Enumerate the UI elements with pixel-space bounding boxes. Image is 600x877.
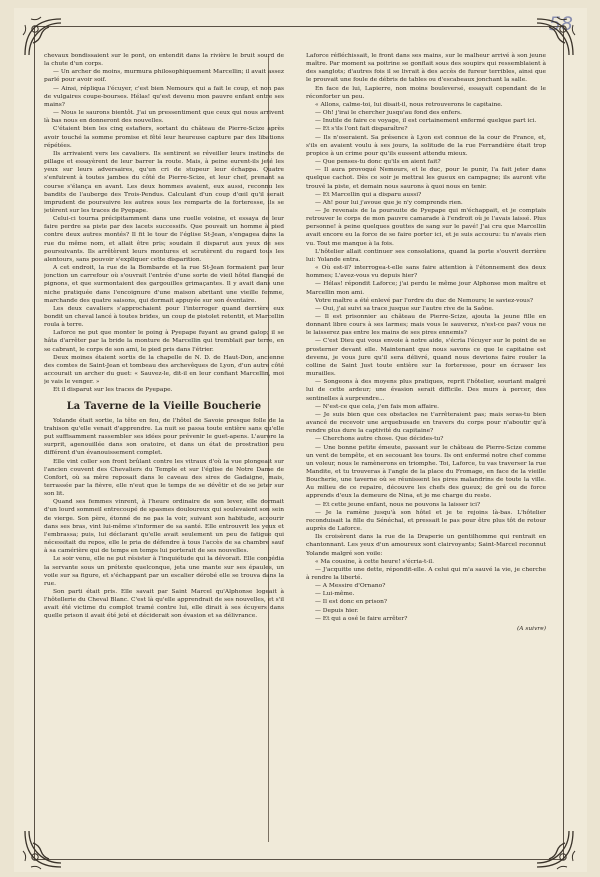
paragraph: Et il disparut sur les traces de Pyepape. bbox=[53, 387, 173, 394]
paragraph: Son parti était pris. Elle savait par Saint Marcel qu'Alphonse logeait à l'hôtellerie du Cheval Blanc. C'est là qu'elle apprendrait de ses nouvelles, et s'il avait été victime du complot tramé contre lui, elle dirait à ses écuyers dans quelle prison il avait été jeté et déciderait son évasion et sa délivrance. bbox=[44, 589, 284, 620]
paragraph: — Et Marcellin qui a disparu aussi? bbox=[315, 191, 422, 198]
paragraph: Quand ses femmes vinrent, à l'heure ordinaire de son lever, elle dormait d'un lourd sommeil entrecoupé de spasmes douloureux qui soulevaient son sein de vierge. Son père, étonné de ne pas la voir, suivant son habitude, accourir dans ses bras, vint lui-même s'informer de sa santé. Elle entrouvrit les yeux et l'embrassa; puis, lui déclarant qu'elle avait seulement un peu de fatigue qui nécessitait du repos, elle le pria de défendre à tous l'accès de sa chambre sauf à sa camérière qui de temps en temps lui porterait de ses nouvelles. bbox=[44, 499, 284, 555]
paragraph: Laforce réfléchissait, le front dans ses mains, sur le malheur arrivé à son jeune maître. Par moment sa poitrine se gonflait sous des soupirs qui ressemblaient à des sanglots; d'autres fois il se livrait à des accès de fureur terribles, ainsi que le prouvait une foule de débris de tables ou d'escabeaux jonchant la salle. bbox=[306, 53, 546, 84]
paragraph: — Je la ramène jusqu'à son hôtel et je te rejoins là-bas. L'hôtelier reconduisait la fille du Sénéchal, et pressait le pas pour être plus tôt de retour auprès de Laforce. bbox=[306, 509, 546, 533]
paragraph: — Ainsi, répliqua l'écuyer, c'est bien Nemours qui a fait le coup, et non pas de vulgaires coupe-bourses. Hélas! qu'est devenu mon pauvre enfant entre ses mains? bbox=[44, 85, 284, 108]
paragraph: — A Messire d'Ornano? bbox=[315, 583, 386, 590]
paragraph: — Il aura provoqué Nemours, et le duc, pour le punir, l'a fait jeter dans quelque cachot. Dès ce soir je mettrai les gueux en campagne; ils auront vite trouvé la piste, et demain nous saurons à quoi nous en tenir. bbox=[306, 167, 546, 190]
left-column-top bbox=[44, 52, 284, 395]
paragraph: — Oh! j'irai le chercher jusqu'au fond des enfers. bbox=[315, 110, 462, 117]
paragraph: — Nous le saurons bientôt. J'ai un pressentiment que ceux qui nous arrivent là bas nous en donneront des nouvelles. bbox=[44, 110, 284, 125]
paragraph: Elle vint coller son front brûlant contre les vitraux d'où la vue plongeait sur l'ancien couvent des Chevaliers du Temple et sur l'église de Notre Dame de Confort, où sa mère reposait dans le caveau des sires de Gadaigne, mais, terrassée par la fièvre, elle n'eut que le temps de se dévêtir et de se jeter sur son lit. bbox=[44, 458, 284, 498]
page-number: 58 bbox=[548, 13, 573, 35]
paragraph: Laforce ne put que monter le poing à Pyepape fuyant au grand galop; il se hâta d'arrêter par la bride la monture de Marcellin qui tremblait par terre, en se cabrant, le corps de son ami, le pied pris dans l'étrier. bbox=[44, 330, 284, 353]
right-column bbox=[306, 52, 546, 633]
left-column-chapter bbox=[44, 417, 284, 621]
paragraph: « Allons, calme-toi, lui disait-il, nous retrouverons le capitaine. bbox=[315, 101, 503, 108]
paragraph: — Songeons à des moyens plus pratiques, reprit l'hôtelier, souriant malgré lui de cette ardeur; une évasion serait difficile. Des murs à percer, des sentinelles à surprendre... bbox=[306, 379, 546, 402]
paragraph: — Je suis bien que ces obstacles ne t'arrêteraient pas; mais seras-tu bien avancé de recevoir une arquebusade en travers du corps pour n'aboutir qu'à rendre plus dure la captivité du capitaine? bbox=[306, 411, 546, 435]
paragraph: — N'est-ce que cela, j'en fais mon affaire. bbox=[315, 403, 440, 410]
page-sheet bbox=[14, 8, 587, 872]
paragraph: — Cherchons autre chose. Que décides-tu? bbox=[315, 436, 444, 443]
paragraph: « Où est-il? interrogea-t-elle sans faire attention à l'étonnement des deux hommes; L'avez-vous vu depuis hier? bbox=[306, 265, 546, 280]
paragraph: — Et qui a osé le faire arrêter? bbox=[315, 615, 408, 622]
chapter-title: La Taverne de la Vieille Boucherie bbox=[66, 400, 262, 412]
paragraph: Yolande était sortie, la tête en feu, de l'hôtel de Savoie presque folle de la trahison qu'elle venait d'apprendre. La nuit se passa toute entière sans qu'elle put suffisamment rassembler ses idées pour prévenir le guet-apens. L'aurore la surprit, agenouillée dans son oratoire, et dans un état de prostration peu différent d'un évanouissement complet. bbox=[44, 417, 284, 457]
paragraph: — Que penses-tu donc qu'ils en aient fait? bbox=[315, 159, 441, 166]
paragraph: « Ma cousine, à cette heure! s'écria-t-il. bbox=[315, 558, 434, 565]
paragraph: — Lui-même. bbox=[315, 591, 355, 598]
paragraph: Ils croisèrent dans la rue de la Draperie un gentilhomme qui rentrait en chantonnant. Les yeux d'un amoureux sont clairvoyants; Saint-Marcel reconnut Yolande malgré son voile: bbox=[306, 534, 546, 557]
paragraph: — Il est prisonnier au château de Pierre-Scize, ajouta la jeune fille en donnant libre cours à ses larmes; mais vous le sauverez, n'est-ce pas? vous ne le laisserez pas entre les mains de ses pires ennemis? bbox=[306, 314, 546, 337]
paragraph: En face de lui, Lapierre, non moins bouleversé, essayait cependant de le réconforter un peu. bbox=[306, 85, 546, 100]
paragraph: — Une bonne petite émeute, passant sur le château de Pierre-Scize comme un vent de tempête, et en secouant les tours. Ils ont enfermé notre chef comme un voleur, nous le ramènerons en triomphe. Toi, Laforce, tu vas traverser la rue Mandite, et tu trouveras à l'angle de la place du Fromage, en face de la vieille Boucherie, une taverne où se réunissent les pires malandrins de toute la ville. Au milieu de ce repaire, découvre les chefs des gueux; de gré ou de force apprends d'eux la demeure de Nina, et je me charge du reste. bbox=[306, 444, 546, 500]
paragraph: L'hôtelier allait continuer ses consolations, quand la porte s'ouvrit derrière lui: Yolande entra. bbox=[306, 248, 546, 263]
paragraph: — Et cette jeune enfant, nous ne pouvons la laisser ici? bbox=[315, 501, 481, 508]
paragraph: — J'acquitte une dette, répondit-elle. A celui qui m'a sauvé la vie, je cherche à rendre la liberté. bbox=[306, 566, 546, 581]
paragraph: — Ils n'oseraient. Sa présence à Lyon est connue de la cour de France, et, s'ils en avaient voulu à ses jours, la solitude de la rue Ferrandière était trop propice à un crime pour qu'ils eussent attendu mieux. bbox=[306, 134, 546, 157]
paragraph: — Hélas! répondit Laforce; j'ai perdu le même jour Alphonse mon maître et Marcellin mon ami. bbox=[306, 281, 546, 296]
paragraph: Les deux cavaliers s'approchaient pour l'interroger quand derrière eux bondit un cheval lancé à toutes brides, un coup de pistolet retentit, et Marcellin roula à terre. bbox=[44, 305, 284, 329]
paragraph: C'étaient bien les cinq estafiers, sortant du château de Pierre-Scize après avoir touché la somme promise et fêté leur heureuse capture par des libations répétées. bbox=[44, 126, 284, 149]
paragraph: Le soir venu, elle ne put résister à l'inquiétude qui la dévorait. Elle congédia la servante sous un prétexte quelconque, jeta une mante sur ses épaules, un voile sur sa figure, et s'échappant par un escalier dérobé elle se trouva dans la rue. bbox=[44, 556, 284, 587]
paragraph: Ils arrivaient vers les cavaliers. Ils sentirent se réveiller leurs instincts de pillage et essayèrent de leur barrer la route. Mais, à peine eurent-ils jeté les yeux sur leurs adversaires, qu'un cri de stupeur leur échappa. Quatre s'enfuirent à toutes jambes du côté de Pierre-Scize, et leur chef, prenant sa course s'élança en avant. Les deux hommes avaient, eux aussi, reconnu les bandits de l'auberge des Trois-Pendus. Calculant d'un coup d'œil qu'il serait imprudent de poursuivre les autres sous les remparts de la forteresse, ils se jetèrent sur les traces de Pyepape. bbox=[44, 150, 284, 214]
paragraph: — Oui, j'ai suivi sa trace jusque sur l'autre rive de la Saône. bbox=[315, 305, 494, 312]
paragraph: Celui-ci tourna précipitamment dans une ruelle voisine, et essaya de leur faire perdre sa piste par des lacets successifs. Que pouvait un homme à pied contre deux autres montés? Il fit le tour de l'église St-Jean, s'engagea dans la rue du même nom, et allait être pris; soudain il disparut aux yeux de ses poursuivants. Ils arrêtèrent leurs montures et scrutèrent du regard tous les alentours, sans pouvoir s'expliquer cette disparition. bbox=[44, 216, 284, 263]
text-columns bbox=[44, 52, 554, 842]
paragraph: Votre maître a été enlevé par l'ordre du duc de Nemours; le saviez-vous? bbox=[315, 297, 534, 304]
paragraph: — Inutile de faire ce voyage, il est certainement enfermé quelque part ici. bbox=[315, 118, 537, 125]
paragraph: — Il est donc en prison? bbox=[315, 599, 388, 606]
paragraph: — Depuis hier. bbox=[315, 607, 359, 614]
paragraph: A cet endroit, la rue de la Bombarde et la rue St-Jean formaient par leur jonction un carrefour où s'ouvrait l'entrée d'une sorte de vieil hôtel flanqué de pignons, et que surmontaient des gargouilles grimaçantes. Il y avait dans une niche pratiquée dans l'encoignure d'une maison abritant une vieille femme, marchande des quatre saisons, qui dormait appuyée sur son éventaire. bbox=[44, 265, 284, 304]
paragraph: — Un archer de moins, murmura philosophiquement Marcellin; il avait assez parlé pour avoir soif. bbox=[44, 69, 284, 84]
paragraph: — Ah! pour lui j'avoue que je n'y comprends rien. bbox=[315, 199, 463, 206]
paragraph: — Et s'ils l'ont fait disparaître? bbox=[315, 126, 408, 133]
paragraph: — C'est Dieu qui vous envoie à notre aide, s'écria l'écuyer sur le point de se prosterner devant elle. Maintenant que nous savons ce que le capitaine est devenu, je vous jure qu'il sera délivré, quand nous devrions faire rouler la colline de Saint Just toute entière sur la forteresse, pour en écraser les murailles. bbox=[306, 338, 546, 378]
left-column bbox=[44, 52, 284, 621]
continuation-note: (A suivre) bbox=[516, 625, 546, 632]
paragraph: chevaux bondissaient sur le pont, on entendit dans la rivière le bruit sourd de la chute d'un corps. bbox=[44, 53, 284, 68]
paragraph: — Je revenais de la poursuite de Pyepape qui m'échappait, et je comptais retrouver le corps de mon pauvre camarade à l'endroit où je l'avais laissé. Plus personne! à peine quelques gouttes de sang sur le pavé! J'ai cru que Marcellin avait encore eu la force de se faire porter ici, et je suis accouru: tu n'avais rien vu. Tout me manque à la fois. bbox=[306, 207, 546, 247]
paragraph: Deux moines étaient sortis de la chapelle de N. D. de Haut-Don, ancienne des comtes de Saint-Jean et tombeau des archevêques de Lyon, d'un autre côté accourait un archer du guet: « Sauvez-le, dit-il en leur confiant Marcellin, moi je vais le venger. » bbox=[44, 354, 284, 386]
